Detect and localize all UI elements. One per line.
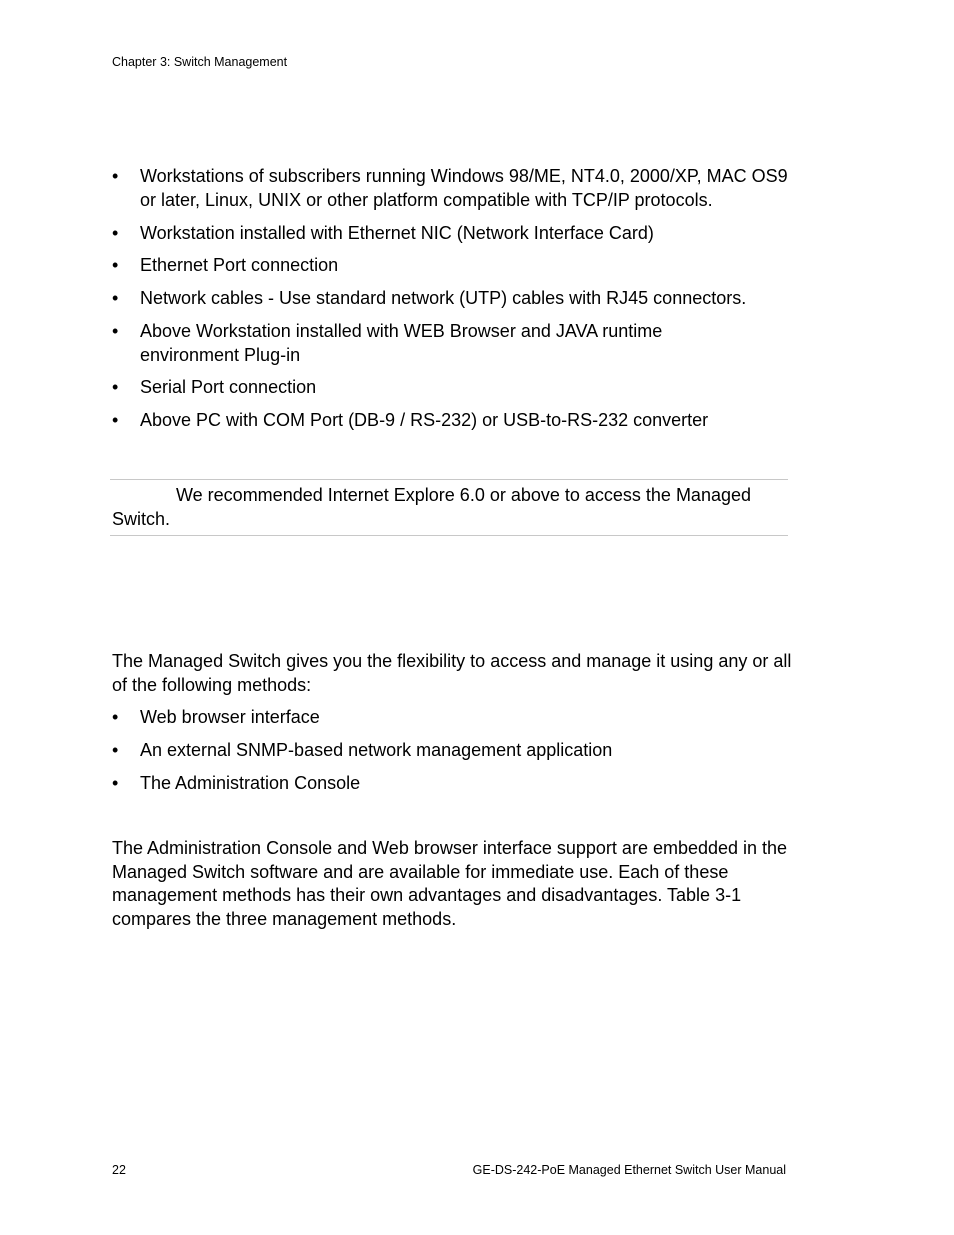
list-item-text: Workstations of subscribers running Windows 98/ME, NT4.0, 2000/XP, MAC OS9 or later, Linux, UNIX or other platform compatible with TCP/IP protocols. — [140, 166, 788, 210]
note-top-rule — [110, 479, 788, 480]
bullet-icon: • — [112, 288, 119, 308]
list-item-text: Serial Port connection — [140, 377, 317, 397]
management-intro: The Managed Switch gives you the flexibility to access and manage it using any or all of the following methods: — [112, 651, 792, 695]
bullet-icon: • — [112, 223, 119, 243]
page-number: 22 — [112, 1163, 126, 1177]
list-item — [112, 287, 802, 311]
list-item-text: Above PC with COM Port (DB-9 / RS-232) or USB-to-RS-232 converter — [140, 410, 709, 430]
list-item-text: An external SNMP-based network management application — [140, 740, 613, 760]
list-item — [112, 254, 802, 278]
bullet-icon: • — [112, 255, 119, 275]
manual-title: GE-DS-242-PoE Managed Ethernet Switch User Manual — [472, 1163, 786, 1177]
list-item-text: Web browser interface — [140, 707, 320, 727]
bullet-icon: • — [112, 321, 119, 341]
list-item — [112, 739, 802, 763]
list-item — [112, 222, 802, 246]
management-summary: The Administration Console and Web browser interface support are embedded in the Managed Switch software and are available for immediate use. Each of these management methods has their own advantages and disadvantages. Table 3-1 compares the three management methods. — [112, 838, 788, 929]
bullet-icon: • — [112, 166, 119, 186]
list-item-text: Above Workstation installed with WEB Browser and JAVA runtime environment Plug-in — [140, 321, 663, 365]
list-item — [112, 409, 802, 433]
list-item-text: The Administration Console — [140, 773, 361, 793]
note-bottom-rule — [110, 535, 788, 536]
bullet-icon: • — [112, 377, 119, 397]
list-item — [112, 320, 732, 367]
list-item-text: Ethernet Port connection — [140, 255, 339, 275]
list-item — [112, 772, 802, 796]
note-text: We recommended Internet Explore 6.0 or above to access the Managed Switch. — [112, 485, 751, 529]
bullet-icon: • — [112, 773, 119, 793]
list-item — [112, 376, 802, 400]
bullet-icon: • — [112, 707, 119, 727]
running-header: Chapter 3: Switch Management — [112, 55, 288, 69]
bullet-icon: • — [112, 410, 119, 430]
list-item-text: Workstation installed with Ethernet NIC (Network Interface Card) — [140, 223, 654, 243]
bullet-icon: • — [112, 740, 119, 760]
list-item-text: Network cables - Use standard network (UTP) cables with RJ45 connectors. — [140, 288, 747, 308]
list-item — [112, 706, 802, 730]
list-item — [112, 165, 802, 212]
